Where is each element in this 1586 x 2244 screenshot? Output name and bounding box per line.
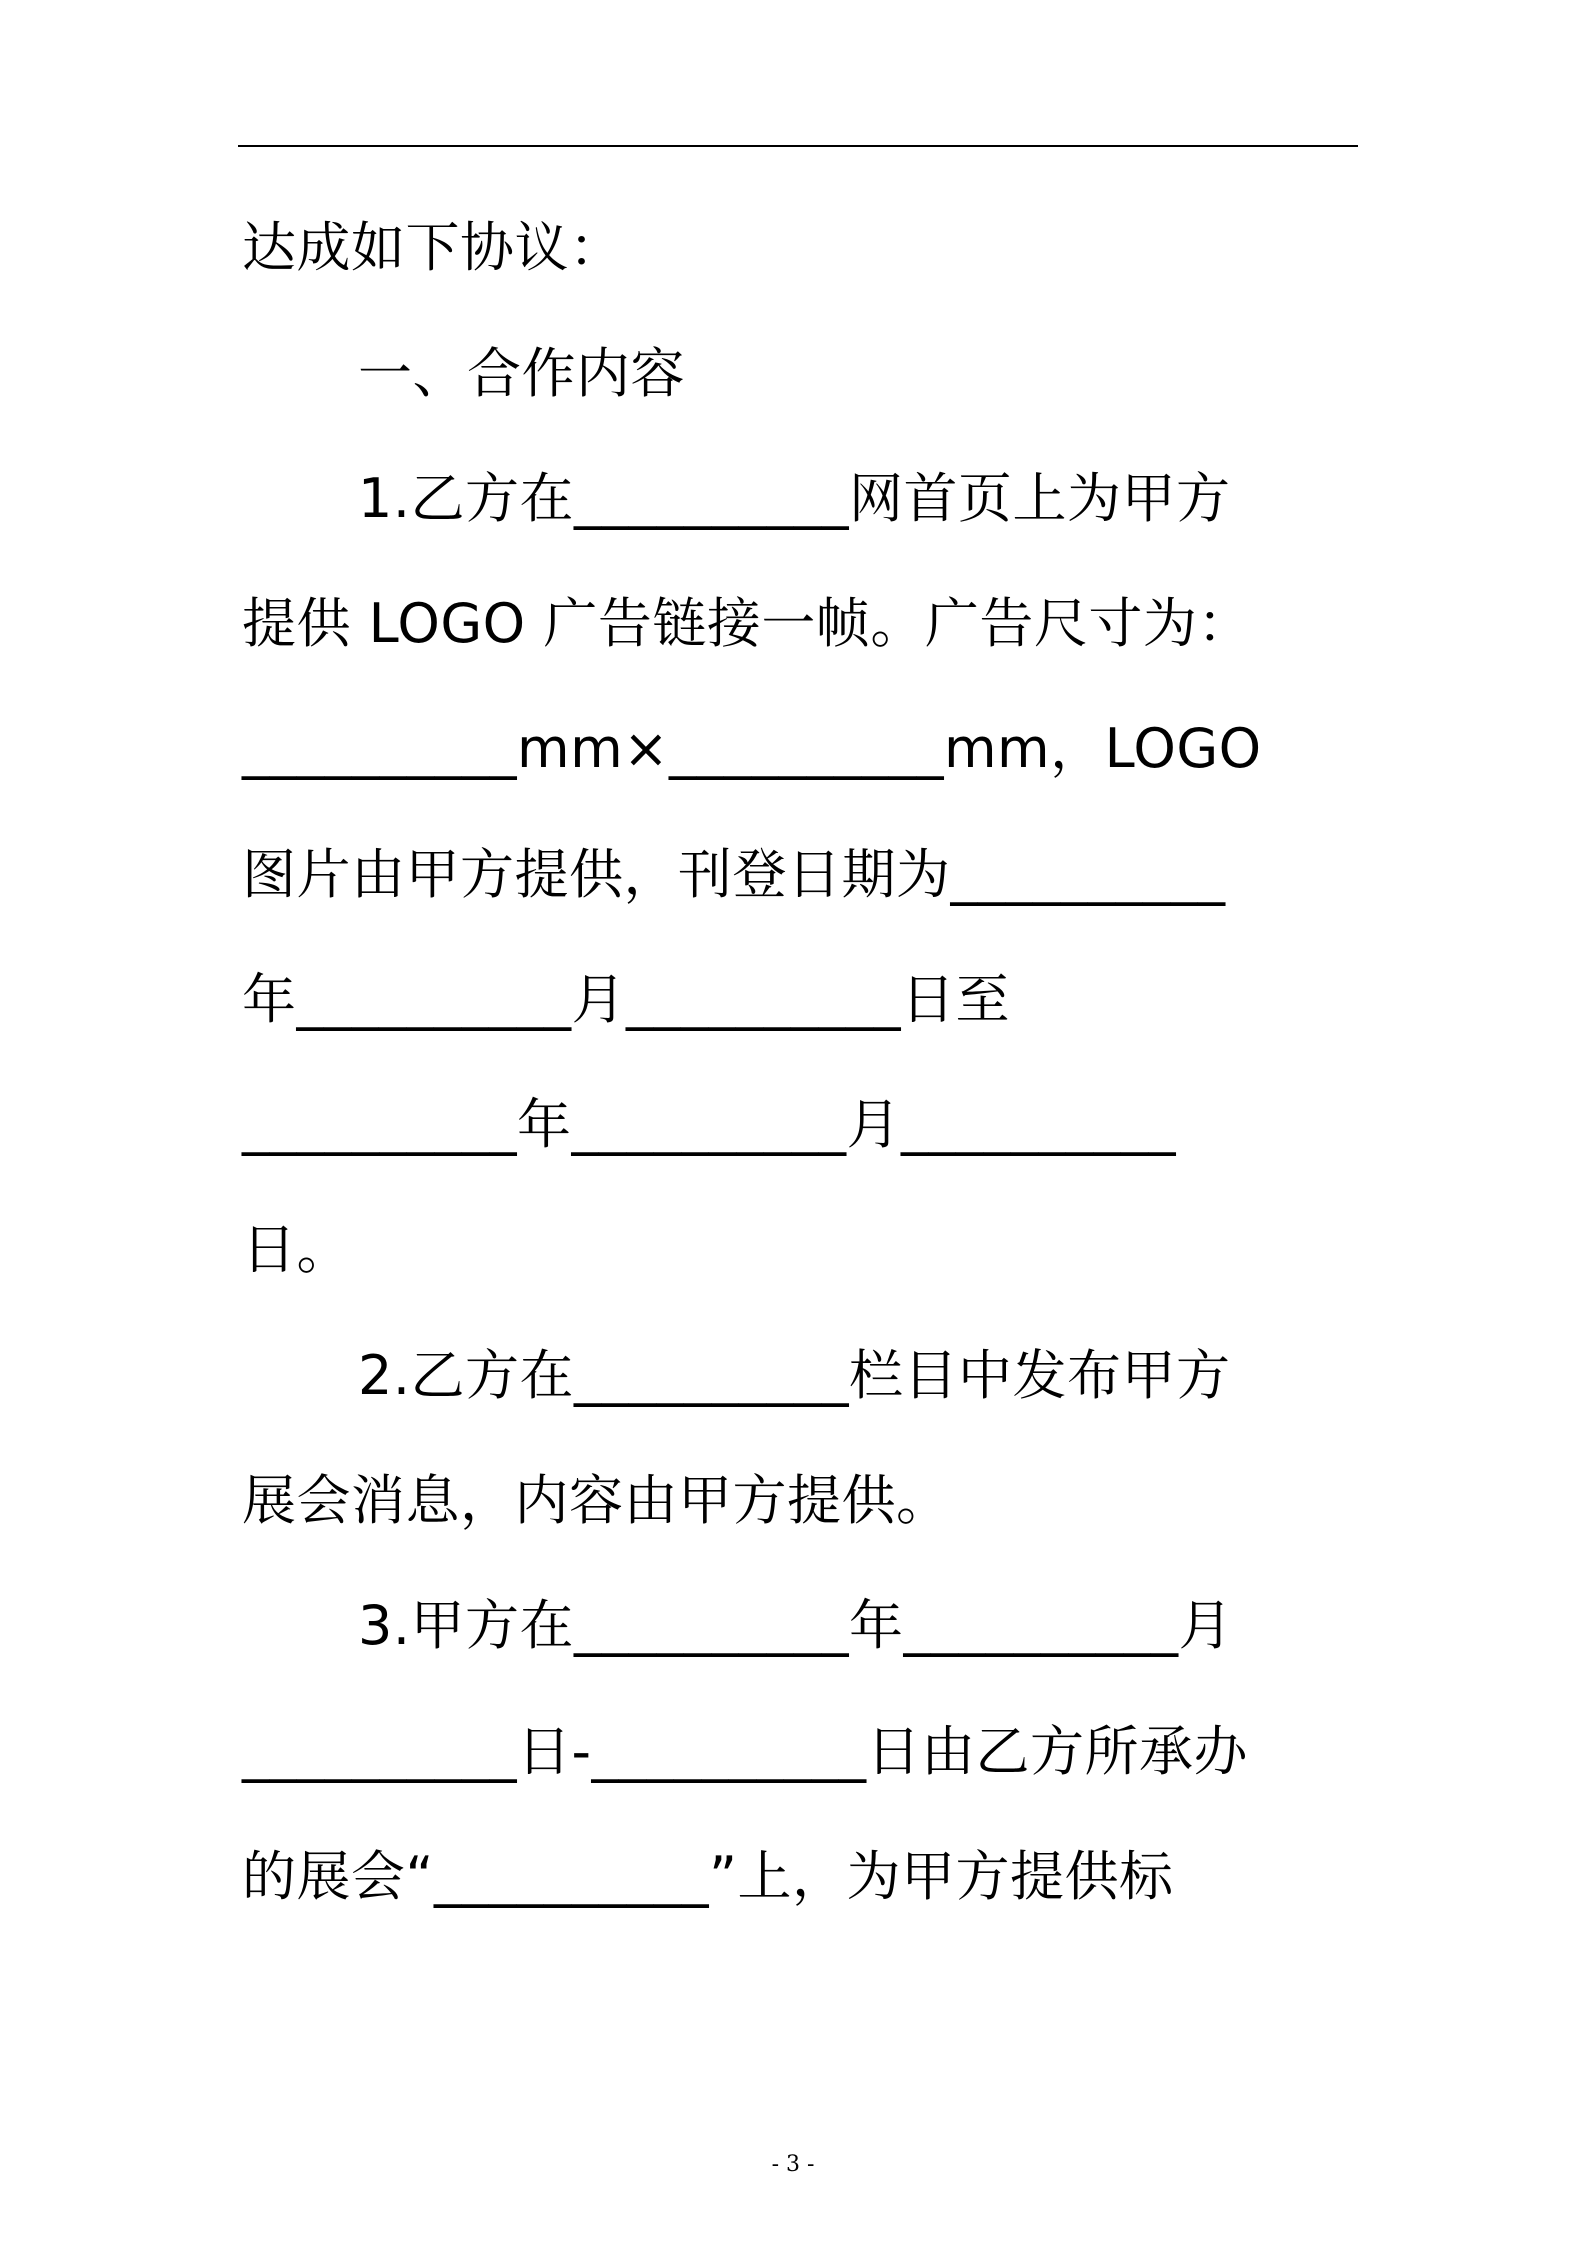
header-rule: [238, 145, 1358, 147]
clause-1-line-7: 日。: [242, 1218, 351, 1281]
clause-3-line-2: __________日-__________日由乙方所承办: [242, 1720, 1248, 1783]
clause-3-line-1: 3.甲方在__________年__________月: [358, 1594, 1234, 1657]
clause-2-line-2: 展会消息，内容由甲方提供。: [242, 1469, 951, 1532]
clause-1-line-5: 年__________月__________日至: [242, 968, 1010, 1031]
clause-1-line-3: __________mm×__________mm，LOGO: [242, 717, 1262, 780]
clause-1-line-4: 图片由甲方提供，刊登日期为__________: [242, 843, 1226, 906]
clause-2-line-1: 2.乙方在__________栏目中发布甲方: [358, 1344, 1231, 1407]
section-heading-cooperation: 一、合作内容: [358, 342, 685, 405]
clause-3-line-3: 的展会“__________”上，为甲方提供标: [242, 1845, 1174, 1908]
clause-1-line-2: 提供 LOGO 广告链接一帧。广告尺寸为：: [242, 592, 1252, 655]
clause-1-line-6: __________年__________月__________: [242, 1093, 1176, 1156]
clause-1-line-1: 1.乙方在__________网首页上为甲方: [358, 467, 1231, 530]
page-number: - 3 -: [771, 2152, 815, 2177]
agreement-intro: 达成如下协议：: [242, 216, 624, 279]
